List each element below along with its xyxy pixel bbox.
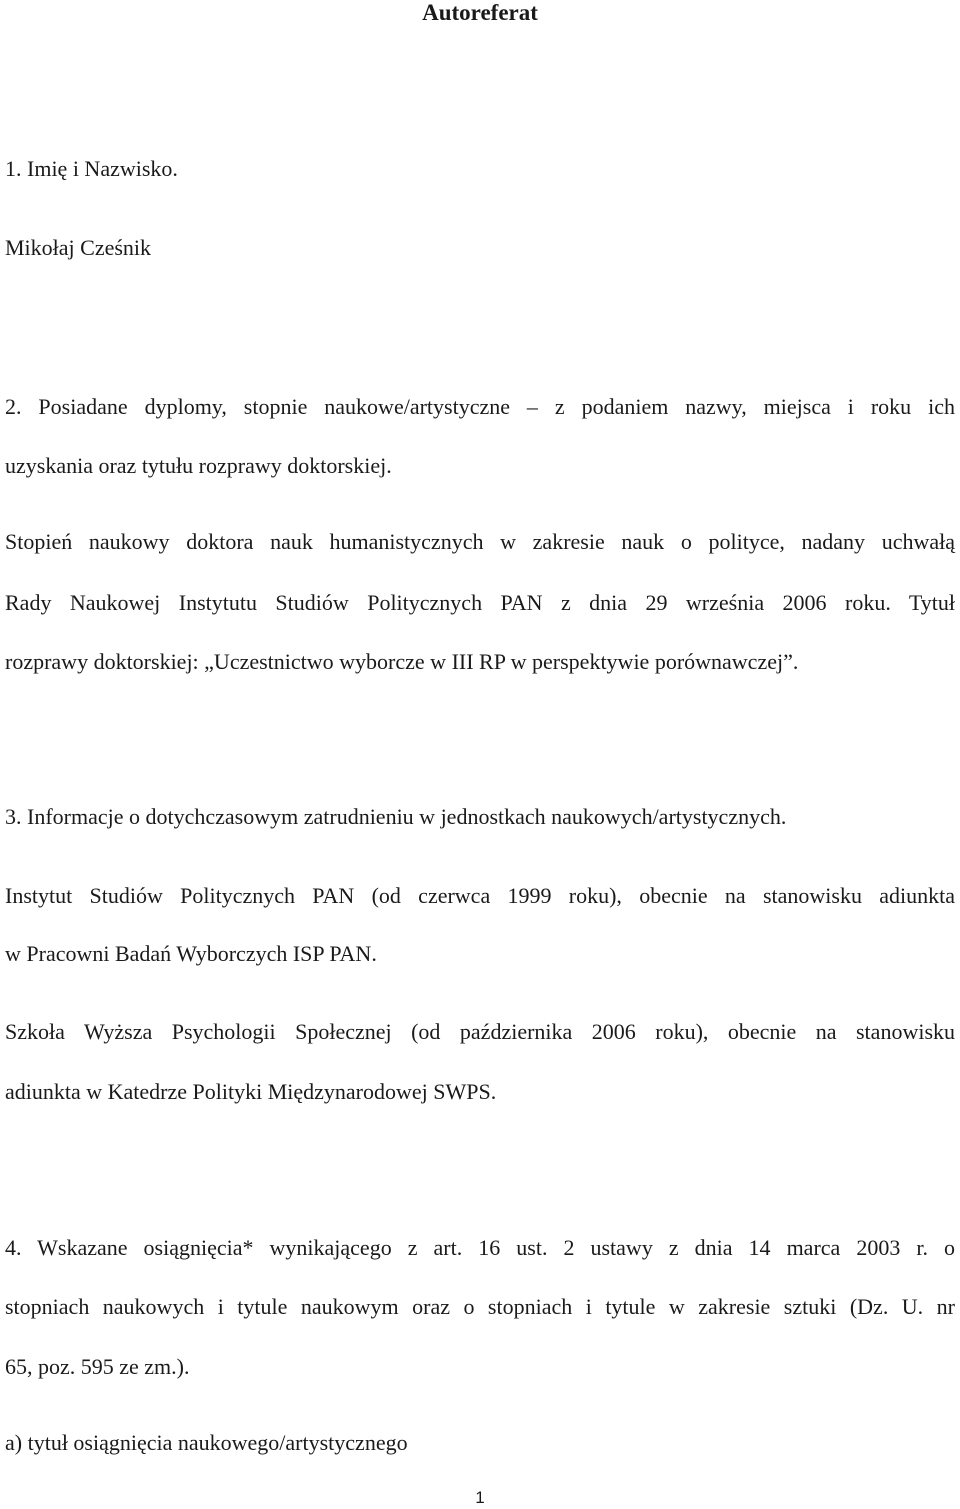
employment-1-line-2: w Pracowni Badań Wyborczych ISP PAN. [5,941,377,966]
employment-2-line-2: adiunkta w Katedrze Polityki Międzynarodowej SWPS. [5,1079,497,1104]
degree-paragraph-line-1: Stopień naukowy doktora nauk humanistycznych w zakresie nauk o polityce, nadany uchwałą [5,529,955,554]
author-name: Mikołaj Cześnik [5,235,152,260]
section-4-line-3: 65, poz. 595 ze zm.). [5,1354,190,1379]
section-4-line-2: stopniach naukowych i tytule naukowym oraz o stopniach i tytule w zakresie sztuki (Dz. U. nr [5,1294,955,1319]
section-1-heading: 1. Imię i Nazwisko. [5,156,178,181]
employment-1-line-1: Instytut Studiów Politycznych PAN (od czerwca 1999 roku), obecnie na stanowisku adiunkta [5,883,955,908]
section-2-heading-line-2: uzyskania oraz tytułu rozprawy doktorskiej. [5,453,392,478]
section-3-heading: 3. Informacje o dotychczasowym zatrudnieniu w jednostkach naukowych/artystycznych. [5,804,787,829]
degree-paragraph-line-3: rozprawy doktorskiej: „Uczestnictwo wyborcze w III RP w perspektywie porównawczej”. [5,649,799,674]
section-2-heading-line-1: 2. Posiadane dyplomy, stopnie naukowe/artystyczne – z podaniem nazwy, miejsca i roku ich [5,394,955,419]
document-title: Autoreferat [422,0,538,25]
subsection-a-heading: a) tytuł osiągnięcia naukowego/artystycznego [5,1430,408,1455]
page-number: 1 [475,1488,485,1507]
employment-2-line-1: Szkoła Wyższa Psychologii Społecznej (od października 2006 roku), obecnie na stanowisku [5,1019,955,1044]
degree-paragraph-line-2: Rady Naukowej Instytutu Studiów Politycznych PAN z dnia 29 września 2006 roku. Tytuł [5,590,955,615]
section-4-line-1: 4. Wskazane osiągnięcia* wynikającego z art. 16 ust. 2 ustawy z dnia 14 marca 2003 r. o [5,1235,955,1260]
